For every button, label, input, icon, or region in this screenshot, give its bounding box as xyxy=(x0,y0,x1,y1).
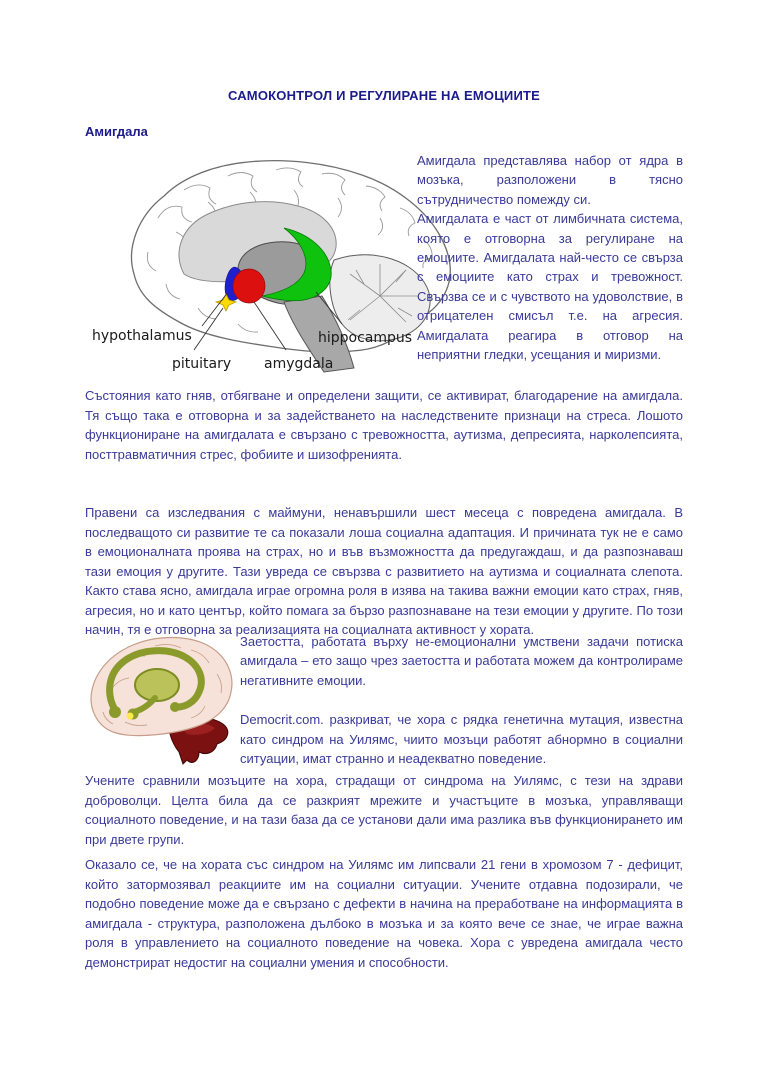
hypothalamus-label: hypothalamus xyxy=(92,328,192,344)
brain-limbic-figure xyxy=(85,634,237,768)
intro-paragraph-2: Амигдалата е част от лимбичната система, която е отговорна за регулиране на емоциите. Амигдалата най-често се свърза с емоциите като страх и тревожност. Свързва се и с чувството на удоволствие, в отрицателен смисъл т.е. на агресия. Амигдалата реагира в отговор на неприятни гледки, усещания и миризми. xyxy=(417,211,683,363)
section-heading-amygdala: Амигдала xyxy=(85,124,148,139)
limbic-end-bulb-left xyxy=(109,706,121,718)
pituitary-label: pituitary xyxy=(172,356,232,372)
limbic-end-bulb-right xyxy=(170,702,180,712)
paragraph-scientists: Учените сравнили мозъците на хора, страдащи от синдрома на Уилямс, с тези на здрави доброволци. Целта била да се разкрият мрежите и участъците в мозъка, управляващи социалното поведение, и на тази база да се установи дали има разлика във функционирането им при двете групи. xyxy=(85,773,683,847)
paragraph-monkeys: Правени са изследвания с маймуни, ненавършили шест месеца с повредена амигдала. В последващото си развитие те са показали лоша социална адаптация. И причината тук не е само в емоционалната проява на страх, но и във възможността да предугаждаш, и да разпознаваш тази емоция у другите. Тази увреда се свързва с развитието на аутизма и социалната слепота. Както става ясно, амигдала играе огромна роля в изява на такива важни емоции като страх, гняв, агресия, но и като център, който помага за бързо разпознаване на тези емоции у другите. По този начин, тя е отговорна за реализацията на социалната активност у хората. xyxy=(85,505,683,637)
middle-text-column xyxy=(240,632,683,768)
hippocampus-label: hippocampus xyxy=(318,330,413,346)
amygdala-label: amygdala xyxy=(264,356,334,372)
intro-paragraph-1: Амигдала представлява набор от ядра в мозъка, разположени в тясно сътрудничество помежду си. xyxy=(417,153,683,207)
brain-sagittal-figure xyxy=(88,156,460,380)
amygdala-yellow-dot xyxy=(127,713,134,720)
paragraph-genes: Оказало се, че на хората със синдром на Уилямс им липсвали 21 гени в хромозом 7 - дефицит, който затормозявал реакциите им на социални ситуации. Учените отдавна подозирали, че подобно поведение може да е свързано с дефекти в начина на преработване на информацията в амигдала - структура, разположена дълбоко в мозъка и за която вече се знае, че играе важна роля в управлението на социалното поведение на човека. Хора с увредена амигдала често демонстрират недостиг на социални умения и способности. xyxy=(85,857,683,970)
paragraph-states: Състояния като гняв, отбягване и определени защити, се активират, благодарение на амигдала. Тя също така е отговорна и за задействането на наследствените признаци на стреса. Лошото функциониране на амигдалата е свързано с тревожността, аутизма, депресията, нарколепсията, посттравматичния стрес, фобиите и шизофренията. xyxy=(85,388,683,462)
paragraph-busyness: Заетостта, работата върху не-емоционални умствени задачи потиска амигдала – ето защо чрез заетостта и работата можем да контролираме негативните емоции. xyxy=(240,634,683,688)
page-title: САМОКОНТРОЛ И РЕГУЛИРАНЕ НА ЕМОЦИИТЕ xyxy=(227,88,541,103)
paragraph-democrit: Democrit.com. разкриват, че хора с рядка генетична мутация, известна като синдром на Уилямс, чиито мозъци работят абнормно в социални ситуации, имат странно и неадекватно поведение. xyxy=(240,712,683,767)
intro-text-column xyxy=(417,151,683,364)
amygdala-region xyxy=(233,269,265,303)
